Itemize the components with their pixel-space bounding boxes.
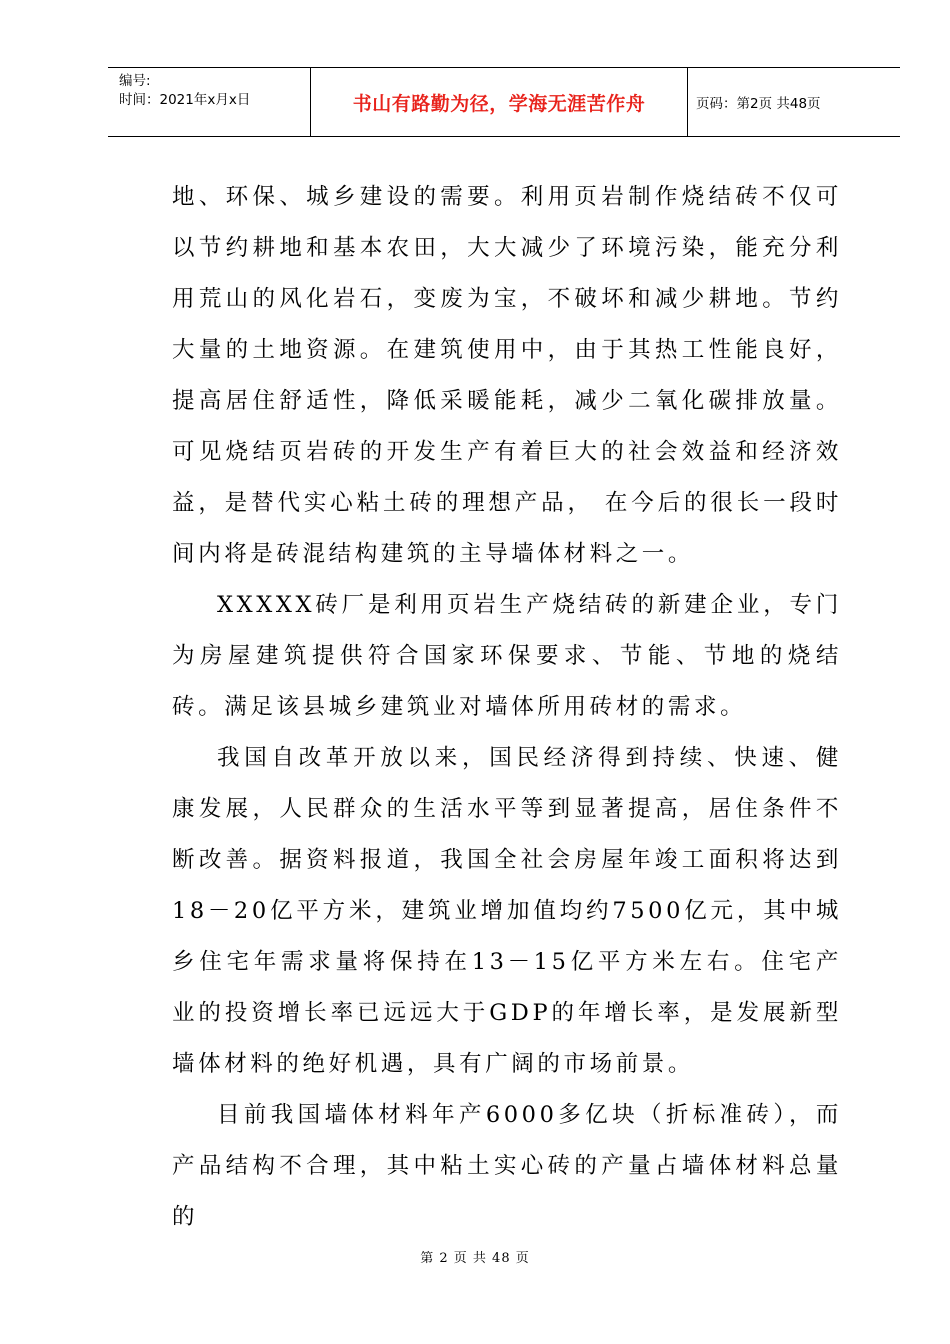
document-body: [172, 172, 842, 1243]
header-page-info: 页码：第2页 共48页: [696, 96, 821, 112]
header-page-cell: [688, 68, 900, 136]
document-number-label: 编号:: [119, 73, 151, 89]
body-paragraph: 地、环保、城乡建设的需要。利用页岩制作烧结砖不仅可以节约耕地和基本农田，大大减少了环境污染，能充分利用荒山的风化岩石，变废为宝，不破坏和减少耕地。节约大量的土地资源。在建筑使用中，由于其热工性能良好，提高居住舒适性，降低采暖能耗，减少二氧化碳排放量。可见烧结页岩砖的开发生产有着巨大的社会效益和经济效益，是替代实心粘土砖的理想产品， 在今后的很长一段时间内将是砖混结构建筑的主导墙体材料之一。: [172, 184, 842, 567]
body-paragraph: 目前我国墙体材料年产6000多亿块（折标准砖），而产品结构不合理，其中粘土实心砖的产量占墙体材料总量的: [172, 1102, 842, 1230]
page-footer: 第 2 页 共 48 页: [420, 1251, 530, 1266]
body-paragraph: 我国自改革开放以来，国民经济得到持续、快速、健康发展，人民群众的生活水平等到显著提高，居住条件不断改善。据资料报道，我国全社会房屋年竣工面积将达到18－20亿平方米，建筑业增加值均约7500亿元，其中城乡住宅年需求量将保持在13－15亿平方米左右。住宅产业的投资增长率已远远大于GDP的年增长率，是发展新型墙体材料的绝好机遇，具有广阔的市场前景。: [172, 745, 842, 1077]
header-motto-cell: [311, 68, 688, 136]
header-motto: 书山有路勤为径，学海无涯苦作舟: [352, 92, 646, 115]
header-meta-cell: [108, 68, 311, 136]
body-paragraph: XXXXX砖厂是利用页岩生产烧结砖的新建企业，专门为房屋建筑提供符合国家环保要求、节能、节地的烧结砖。满足该县城乡建筑业对墙体所用砖材的需求。: [172, 592, 842, 720]
document-header: [108, 67, 900, 137]
document-time: 时间：2021年x月x日: [119, 92, 251, 108]
